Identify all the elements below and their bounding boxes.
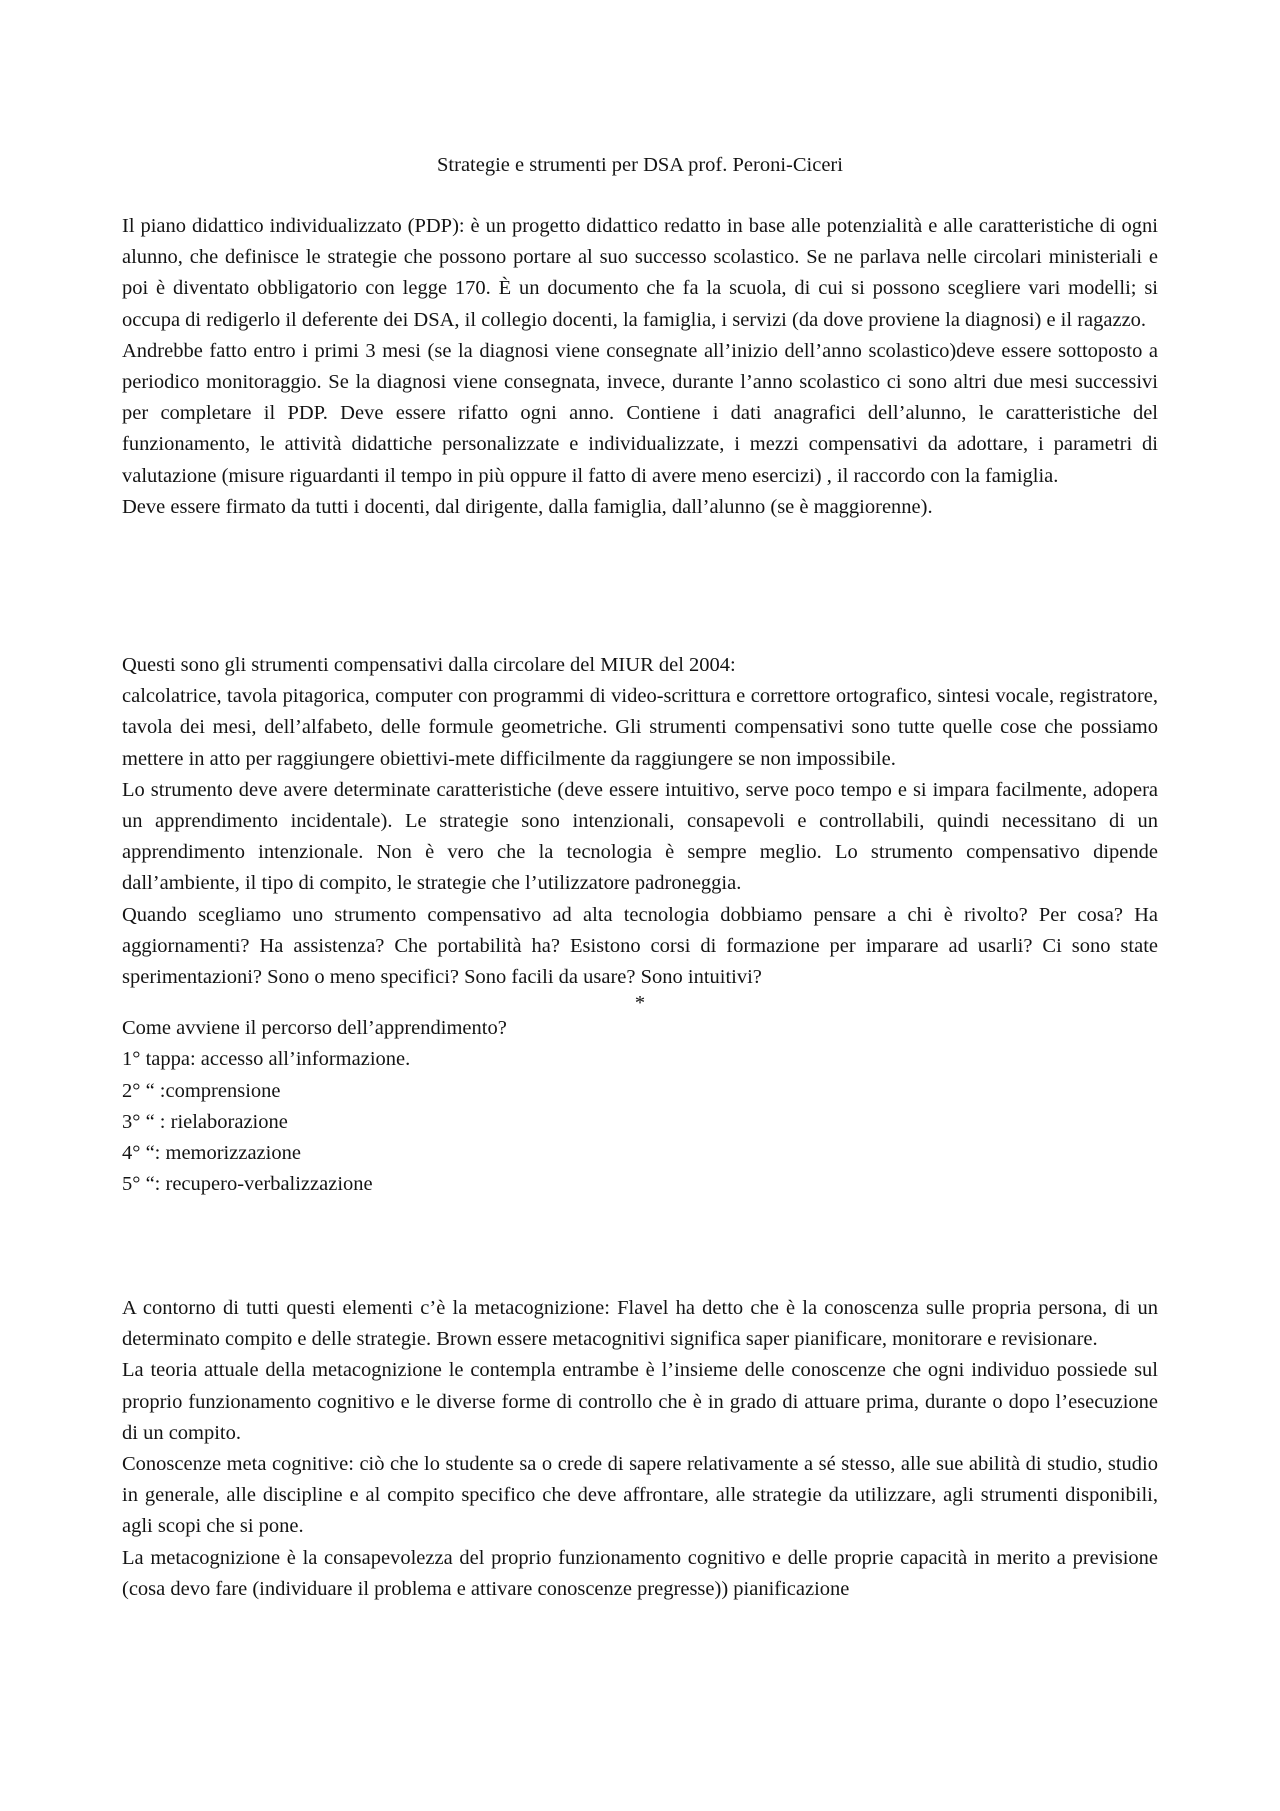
paragraph-metacognitive-knowledge: Conoscenze meta cognitive: ciò che lo studente sa o crede di sapere relativamente a sé stesso, alle sue abilità di studio, studio in generale, alle discipline e al compito specifico che deve affrontare, alle strategie da utilizzare, agli strumenti disponibili, agli scopi che si pone. bbox=[122, 1453, 1158, 1538]
paragraph-pdp-timing: Andrebbe fatto entro i primi 3 mesi (se la diagnosi viene consegnate all’inizio dell’anno scolastico)deve essere sottoposto a periodico monitoraggio. Se la diagnosi viene consegnata, invece, durante l’anno scolastico ci sono altri due mesi successivi per completare il PDP. Deve essere rifatto ogni anno. Contiene i dati anagrafici dell’alunno, le caratteristiche del funzionamento, le attività didattiche personalizzate e individualizzate, i mezzi compensativi da adottare, i parametri di valutazione (misure riguardanti il tempo in più oppure il fatto di avere meno esercizi) , il raccordo con la famiglia. bbox=[122, 339, 1158, 487]
section-metacognition bbox=[122, 1293, 1158, 1605]
learning-step: 4° “: memorizzazione bbox=[122, 1142, 301, 1165]
paragraph-metacognition-awareness: La metacognizione è la consapevolezza del proprio funzionamento cognitivo e delle proprie capacità in merito a previsione (cosa devo fare (individuare il problema e attivare conoscenze pregresse)) pianificazione bbox=[122, 1546, 1158, 1600]
paragraph-tools-questions: Quando scegliamo uno strumento compensativo ad alta tecnologia dobbiamo pensare a chi è rivolto? Per cosa? Ha aggiornamenti? Ha assistenza? Che portabilità ha? Esistono corsi di formazione per imparare ad usarli? Ci sono state sperimentazioni? Sono o meno specifici? Sono facili da usare? Sono intuitivi? bbox=[122, 903, 1158, 989]
paragraph-tools-list: calcolatrice, tavola pitagorica, computer con programmi di video-scrittura e correttore ortografico, sintesi vocale, registratore, tavola dei mesi, dell’alfabeto, delle formule geometriche. Gli strumenti compensativi sono tutte quelle cose che possiamo mettere in atto per raggiungere obiettivi-mete difficilmente da raggiungere se non impossibile. bbox=[122, 685, 1158, 770]
paragraph-learning-question: Come avviene il percorso dell’apprendimento? bbox=[122, 1017, 507, 1040]
learning-step: 2° “ :comprensione bbox=[122, 1079, 281, 1102]
paragraph-tools-characteristics: Lo strumento deve avere determinate caratteristiche (deve essere intuitivo, serve poco tempo e si impara facilmente, adopera un apprendimento incidentale). Le strategie sono intenzionali, consapevoli e controllabili, quindi necessitano di un apprendimento intenzionale. Non è vero che la tecnologia è sempre meglio. Lo strumento compensativo dipende dall’ambiente, il tipo di compito, le strategie che l’utilizzatore padroneggia. bbox=[122, 778, 1158, 895]
learning-step: 1° tappa: accesso all’informazione. bbox=[122, 1048, 411, 1071]
paragraph-metacognition-intro: A contorno di tutti questi elementi c’è la metacognizione: Flavel ha detto che è la conoscenza sulle propria persona, di un determinato compito e delle strategie. Brown essere metacognitivi significa saper pianificare, monitorare e revisionare. bbox=[122, 1297, 1158, 1351]
paragraph-tools-intro: Questi sono gli strumenti compensativi dalla circolare del MIUR del 2004: bbox=[122, 654, 736, 676]
learning-step: 3° “ : rielaborazione bbox=[122, 1110, 288, 1133]
learning-step: 5° “: recupero-verbalizzazione bbox=[122, 1173, 373, 1196]
section-pdp bbox=[122, 211, 1158, 523]
paragraph-pdp-definition: Il piano didattico individualizzato (PDP): è un progetto didattico redatto in base alle potenzialità e alle caratteristiche di ogni alunno, che definisce le strategie che possono portare al suo successo scolastico. Se ne parlava nelle circolari ministeriali e poi è diventato obbligatorio con legge 170. È un documento che fa la scuola, di cui si possono scegliere vari modelli; si occupa di redigerlo il deferente dei DSA, il collegio docenti, la famiglia, i servizi (da dove proviene la diagnosi) e il ragazzo. bbox=[122, 215, 1158, 331]
document-title: Strategie e strumenti per DSA prof. Peroni-Ciceri bbox=[437, 154, 843, 176]
paragraph-metacognition-theory: La teoria attuale della metacognizione le contempla entrambe è l’insieme delle conoscenze che ogni individuo possiede sul proprio funzionamento cognitivo e le diverse forme di controllo che è in grado di attuare prima, durante o dopo l’esecuzione di un compito. bbox=[122, 1359, 1158, 1444]
section-compensative-tools bbox=[122, 650, 1158, 1200]
section-separator: * bbox=[634, 992, 646, 1015]
paragraph-pdp-signature: Deve essere firmato da tutti i docenti, dal dirigente, dalla famiglia, dall’alunno (se è maggiorenne). bbox=[122, 495, 933, 518]
